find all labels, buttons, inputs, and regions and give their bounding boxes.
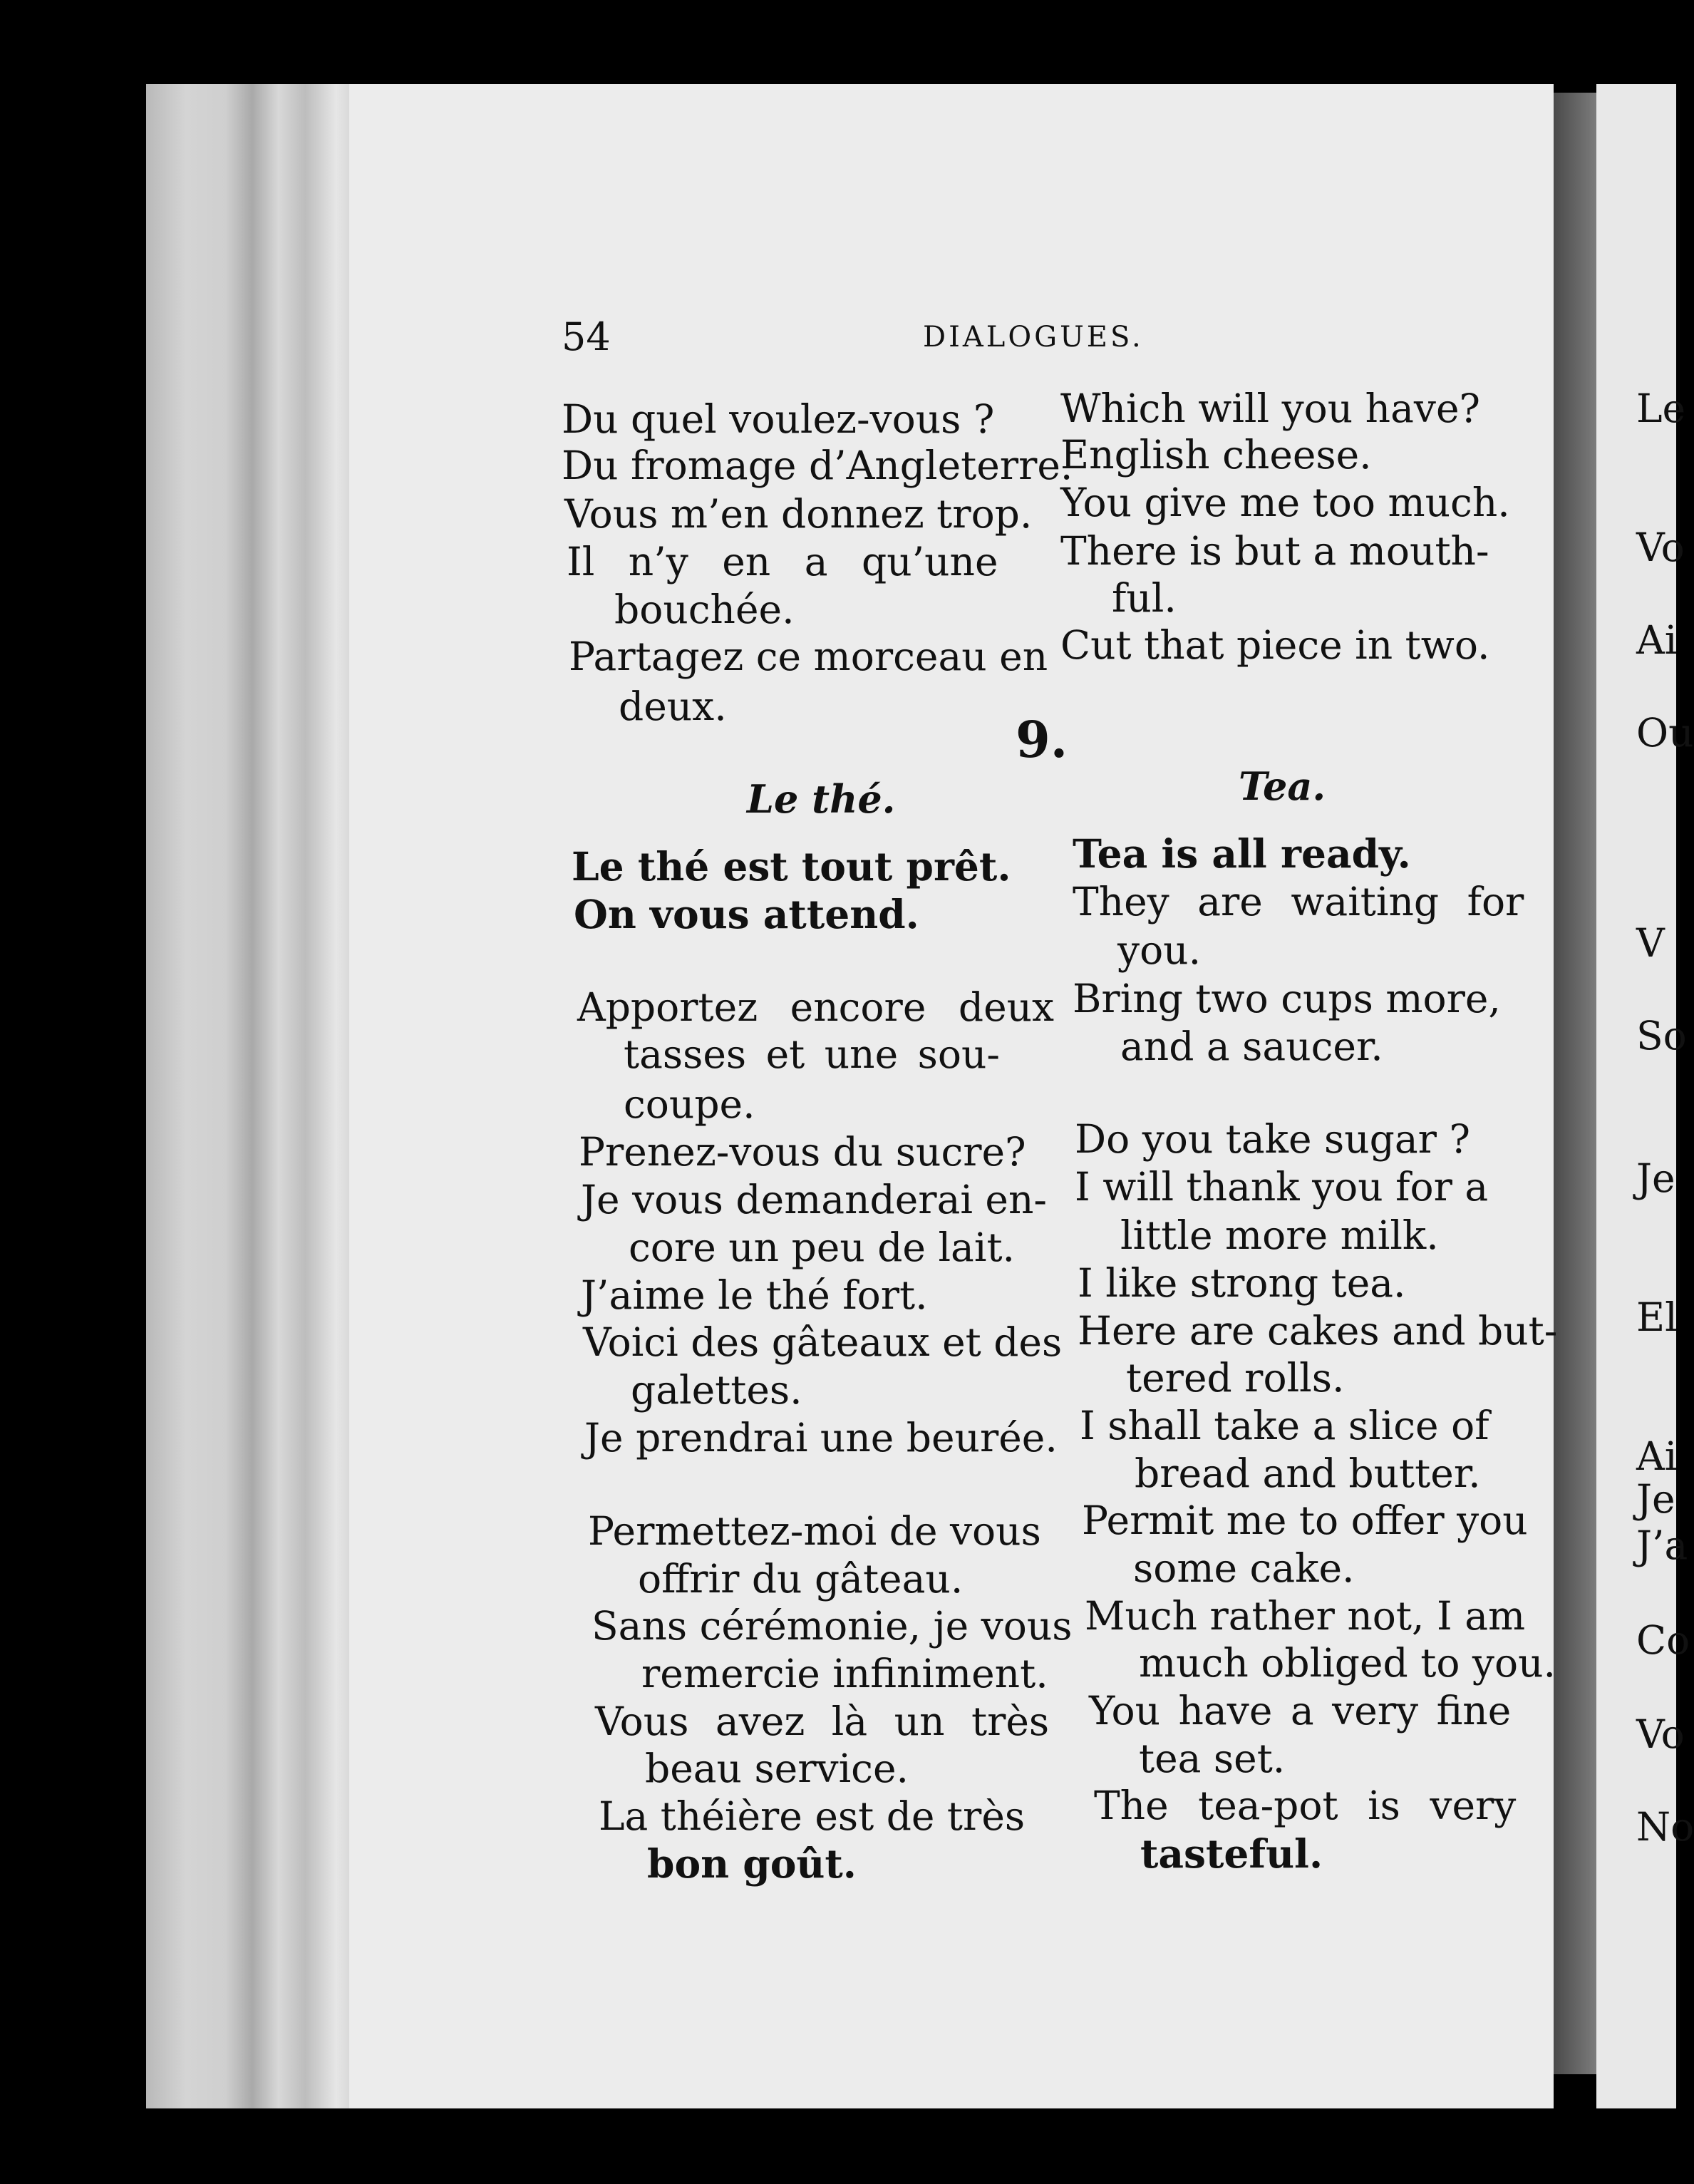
facing-fragment: Vo: [1636, 1711, 1685, 1757]
english-line: You give me too much.: [1060, 480, 1510, 525]
english-line: Much rather not, I am: [1085, 1593, 1526, 1639]
english-line: Do you take sugar ?: [1075, 1116, 1470, 1162]
facing-fragment: Je: [1636, 1155, 1675, 1201]
english-line: Permit me to offer you: [1082, 1498, 1528, 1543]
french-line: Vous m’en donnez trop.: [564, 491, 1033, 537]
english-line: I shall take a slice of: [1080, 1403, 1489, 1448]
english-line: much obliged to you.: [1139, 1640, 1556, 1686]
english-line: I will thank you for a: [1075, 1164, 1489, 1210]
english-line: You have a very fine: [1089, 1688, 1512, 1734]
section-title-french: Le thé.: [747, 776, 896, 822]
facing-fragment: J’a: [1636, 1523, 1688, 1568]
french-line: Du quel voulez-vous ?: [562, 396, 995, 442]
french-line: Vous avez là un très: [595, 1699, 1050, 1744]
english-line: They are waiting for: [1073, 879, 1524, 924]
french-line: remercie infiniment.: [641, 1651, 1048, 1696]
facing-fragment: V: [1636, 920, 1665, 966]
facing-fragment: Ai: [1636, 617, 1678, 663]
french-line: Sans cérémonie, je vous: [592, 1603, 1073, 1649]
english-line: Tea is all ready.: [1073, 830, 1411, 877]
english-line: I like strong tea.: [1078, 1260, 1406, 1306]
gutter-shadow: [1554, 93, 1596, 2074]
french-line: galettes.: [631, 1367, 802, 1413]
facing-fragment: Je: [1636, 1476, 1675, 1522]
french-line: On vous attend.: [574, 891, 919, 937]
book-page-edges: [146, 84, 367, 2108]
french-line: beau service.: [645, 1746, 909, 1791]
french-line: J’aime le thé fort.: [581, 1272, 928, 1318]
english-line: and a saucer.: [1120, 1024, 1383, 1069]
english-line: The tea-pot is very: [1094, 1783, 1517, 1828]
french-line: Je vous demanderai en-: [581, 1177, 1047, 1222]
english-line: English cheese.: [1060, 432, 1372, 478]
running-title: DIALOGUES.: [923, 321, 1144, 354]
french-line: deux.: [619, 684, 727, 729]
english-line: tasteful.: [1140, 1830, 1323, 1877]
french-line: Apportez encore deux: [577, 984, 1055, 1030]
english-line: Bring two cups more,: [1073, 976, 1501, 1021]
section-title-english: Tea.: [1239, 763, 1326, 809]
french-line: bon goût.: [647, 1840, 857, 1887]
english-line: Which will you have?: [1060, 386, 1480, 431]
english-line: some cake.: [1133, 1545, 1355, 1591]
french-line: Permettez-moi de vous: [588, 1508, 1041, 1554]
french-line: Voici des gâteaux et des: [583, 1319, 1063, 1365]
french-line: La théière est de très: [599, 1793, 1026, 1839]
french-line: Prenez-vous du sucre?: [579, 1129, 1026, 1175]
french-line: coupe.: [624, 1081, 755, 1127]
english-line: little more milk.: [1120, 1212, 1439, 1258]
french-line: Le thé est tout prêt.: [572, 843, 1011, 890]
french-line: Partagez ce morceau en: [569, 634, 1048, 679]
facing-fragment: El: [1636, 1294, 1678, 1340]
english-line: Here are cakes and but-: [1078, 1308, 1558, 1354]
section-number: 9.: [1016, 710, 1068, 769]
english-line: ful.: [1112, 575, 1177, 621]
facing-fragment: Ai: [1636, 1433, 1678, 1479]
french-line: tasses et une sou-: [624, 1031, 1000, 1077]
facing-fragment: Ou: [1636, 710, 1694, 756]
english-line: tea set.: [1139, 1736, 1286, 1781]
english-line: bread and butter.: [1135, 1451, 1481, 1496]
french-line: bouchée.: [614, 587, 795, 632]
page-number: 54: [562, 314, 611, 359]
facing-fragment: No: [1636, 1804, 1694, 1850]
english-line: tered rolls.: [1126, 1355, 1345, 1401]
facing-fragment: Le: [1636, 386, 1686, 431]
english-line: you.: [1117, 927, 1202, 973]
facing-fragment: Co: [1636, 1617, 1690, 1663]
french-line: offrir du gâteau.: [638, 1556, 964, 1602]
english-line: There is but a mouth-: [1060, 528, 1489, 574]
facing-fragment: So: [1636, 1013, 1687, 1058]
english-line: Cut that piece in two.: [1060, 622, 1490, 668]
french-line: Il n’y en a qu’une: [567, 539, 998, 584]
french-line: Du fromage d’Angleterre.: [562, 443, 1073, 488]
facing-fragment: Vo: [1636, 525, 1685, 570]
french-line: Je prendrai une beurée.: [584, 1415, 1058, 1461]
french-line: core un peu de lait.: [629, 1225, 1016, 1270]
